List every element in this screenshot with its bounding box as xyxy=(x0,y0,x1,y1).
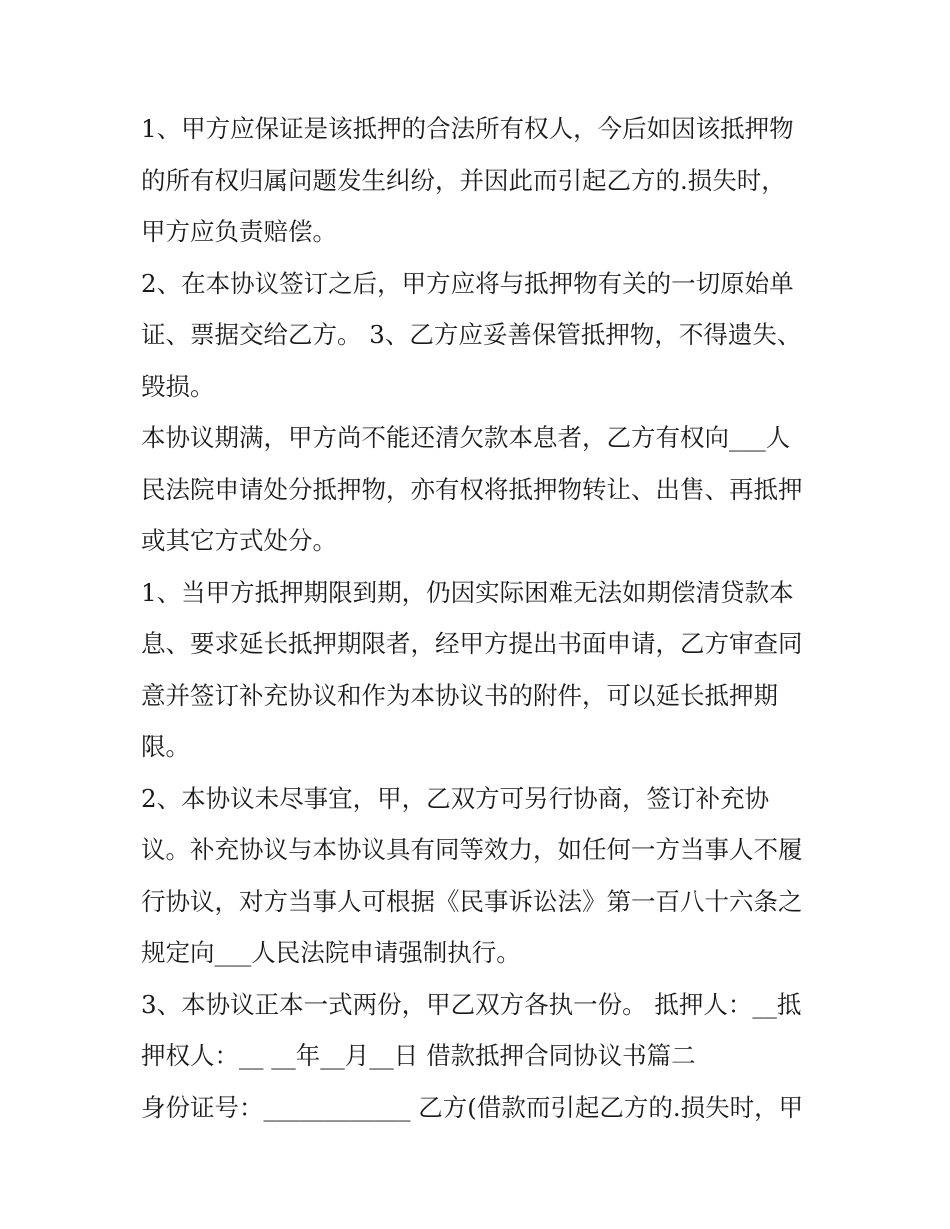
text-line: 意并签订补充协议和作为本协议书的附件，可以延长抵押期 xyxy=(141,680,778,710)
text-line: 甲方应负责赔偿。 xyxy=(141,217,337,246)
text-line: 1、甲方应保证是该抵押的合法所有权人，今后如因该抵押物 xyxy=(141,114,794,143)
text-line: 2、本协议未尽事宜，甲，乙双方可另行协商，签订补充协 xyxy=(141,783,770,813)
text-line: 息、要求延长抵押期限者，经甲方提出书面申请，乙方审查同 xyxy=(141,629,803,658)
text-line: 2、在本协议签订之后，甲方应将与抵押物有关的一切原始单 xyxy=(141,268,794,298)
document-body xyxy=(141,103,821,1133)
text-line: 身份证号：____________ 乙方(借款而引起乙方的.损失时，甲 xyxy=(141,1092,804,1122)
text-line: 毁损。 xyxy=(141,371,215,401)
text-line: 证、票据交给乙方。 3、乙方应妥善保管抵押物，不得遗失、 xyxy=(141,320,802,349)
text-line: 行协议，对方当事人可根据《民事诉讼法》第一百八十六条之 xyxy=(141,886,803,916)
text-line: 议。补充协议与本协议具有同等效力，如任何一方当事人不履 xyxy=(141,835,803,864)
text-line: 1、当甲方抵押期限到期，仍因实际困难无法如期偿清贷款本 xyxy=(141,577,794,607)
text-line: 或其它方式处分。 xyxy=(141,526,337,555)
text-line: 限。 xyxy=(141,732,190,761)
text-line: 的所有权归属问题发生纠纷，并因此而引起乙方的.损失时， xyxy=(141,165,786,195)
text-line: 民法院申请处分抵押物，亦有权将抵押物转让、出售、再抵押 xyxy=(141,474,803,504)
text-line: 3、本协议正本一式两份，甲乙双方各执一份。 抵押人：__抵 xyxy=(141,989,802,1019)
text-line: 规定向___人民法院申请强制执行。 xyxy=(141,938,521,967)
text-line: 本协议期满，甲方尚不能还清欠款本息者，乙方有权向___人 xyxy=(141,423,791,452)
text-line: 押权人：__ __年__月__日 借款抵押合同协议书篇二 xyxy=(141,1041,696,1070)
